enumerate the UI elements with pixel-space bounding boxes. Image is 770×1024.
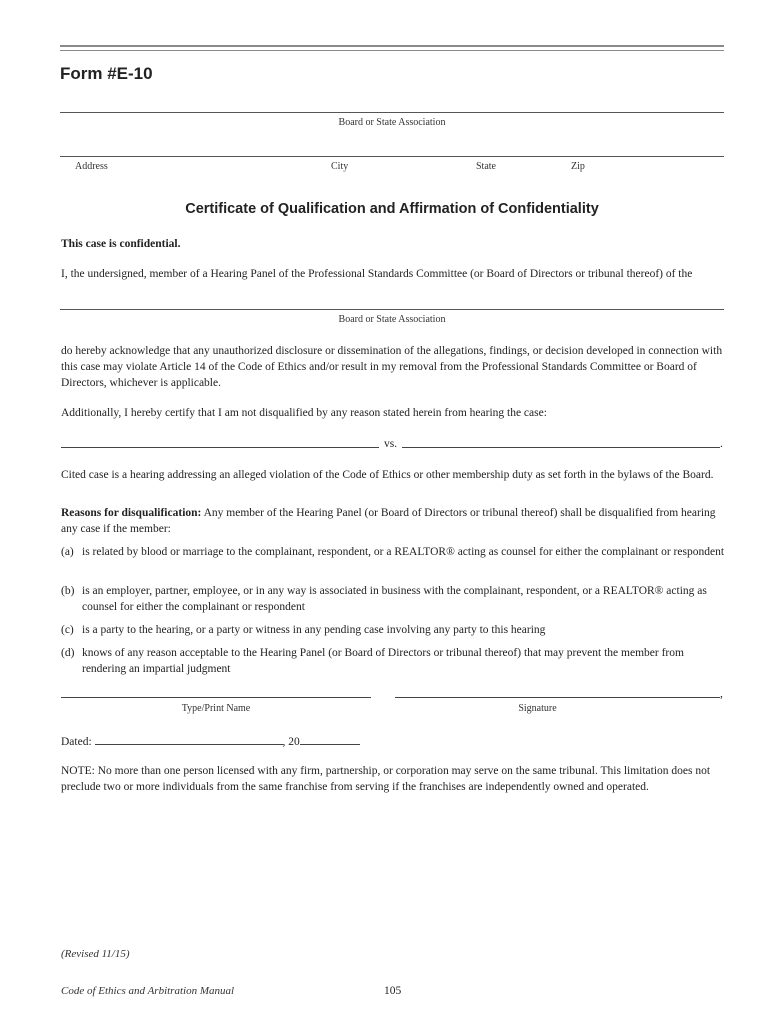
signature-caption: Signature: [518, 703, 557, 714]
case-party-two-field[interactable]: [402, 447, 720, 448]
reasons-label: Reasons for disqualification:: [61, 507, 202, 519]
board-association-field[interactable]: [60, 112, 724, 113]
reasons-text: Any member of the Hearing Panel (or Board of Directors or tribunal thereof) shall be disqualified from hearing any case if the member:: [61, 507, 716, 535]
signature-field[interactable]: [395, 697, 720, 698]
period-mark: .: [720, 438, 723, 450]
top-rule-thin: [60, 50, 724, 51]
board-association-caption-2: Board or State Association: [338, 314, 446, 325]
manual-title: Code of Ethics and Arbitration Manual: [61, 985, 235, 997]
zip-caption: Zip: [571, 161, 585, 172]
type-print-name-caption: Type/Print Name: [181, 703, 251, 714]
additionally-paragraph: Additionally, I hereby certify that I am not disqualified by any reason stated herein from hearing the case:: [61, 407, 547, 419]
board-association-caption: Board or State Association: [338, 117, 446, 128]
cited-case-paragraph: Cited case is a hearing addressing an alleged violation of the Code of Ethics or other membership duty as set forth in the bylaws of the Board.: [61, 469, 714, 481]
note-paragraph: NOTE: No more than one person licensed with any firm, partnership, or corporation may serve on the same tribunal. This limitation does not preclude two or more individuals from the same franchise from serving if the franchises are independently owned and operated.: [61, 765, 711, 793]
form-title: Form #E-10: [60, 64, 153, 83]
board-association-field-2[interactable]: [60, 309, 724, 310]
disqualification-item: [61, 583, 725, 615]
disqualification-item: [61, 544, 725, 560]
item-label: (d): [61, 647, 75, 659]
item-label: (a): [61, 546, 74, 558]
item-label: (b): [61, 585, 75, 597]
state-caption: State: [476, 161, 496, 172]
dated-row: [61, 733, 461, 750]
date-field[interactable]: [95, 733, 283, 745]
top-rule: [60, 45, 724, 47]
certificate-title: Certificate of Qualification and Affirmation of Confidentiality: [185, 201, 599, 217]
city-caption: City: [331, 161, 349, 172]
dated-label: Dated:: [61, 736, 92, 748]
disqualification-item: [61, 622, 725, 638]
item-label: (c): [61, 624, 74, 636]
item-text: is related by blood or marriage to the complainant, respondent, or a REALTOR® acting as counsel for either the complainant or respondent: [82, 546, 725, 558]
item-text: is an employer, partner, employee, or in any way is associated in business with the complainant, respondent, or a REALTOR® acting as counsel for either the complainant or respondent: [82, 585, 707, 613]
case-party-one-field[interactable]: [61, 447, 379, 448]
item-text: knows of any reason acceptable to the Hearing Panel (or Board of Directors or tribunal thereof) that may prevent the member from rendering an impartial judgment: [82, 647, 684, 675]
type-print-name-field[interactable]: [61, 697, 371, 698]
disqualification-item: [61, 645, 725, 677]
acknowledge-paragraph: do hereby acknowledge that any unauthorized disclosure or dissemination of the allegations, findings, or decision developed in connection with this case may violate Article 14 of the Code of Ethics and/or result in my removal from the Professional Standards Committee or Board of Directors, whichever is applicable.: [61, 345, 723, 389]
revised-date: (Revised 11/15): [61, 948, 130, 960]
address-field[interactable]: [60, 156, 724, 157]
year-field[interactable]: [300, 733, 360, 745]
year-prefix: , 20: [282, 736, 300, 748]
page-number: 105: [384, 985, 402, 997]
vs-label: vs.: [384, 438, 398, 450]
comma-mark: ,: [720, 688, 723, 700]
confidential-notice: This case is confidential.: [61, 238, 181, 250]
reasons-paragraph: [61, 505, 725, 537]
item-text: is a party to the hearing, or a party or witness in any pending case involving any party to this hearing: [82, 624, 546, 636]
intro-text: I, the undersigned, member of a Hearing Panel of the Professional Standards Committee (or Board of Directors or tribunal thereof) of the: [61, 268, 693, 280]
address-caption: Address: [75, 161, 108, 172]
